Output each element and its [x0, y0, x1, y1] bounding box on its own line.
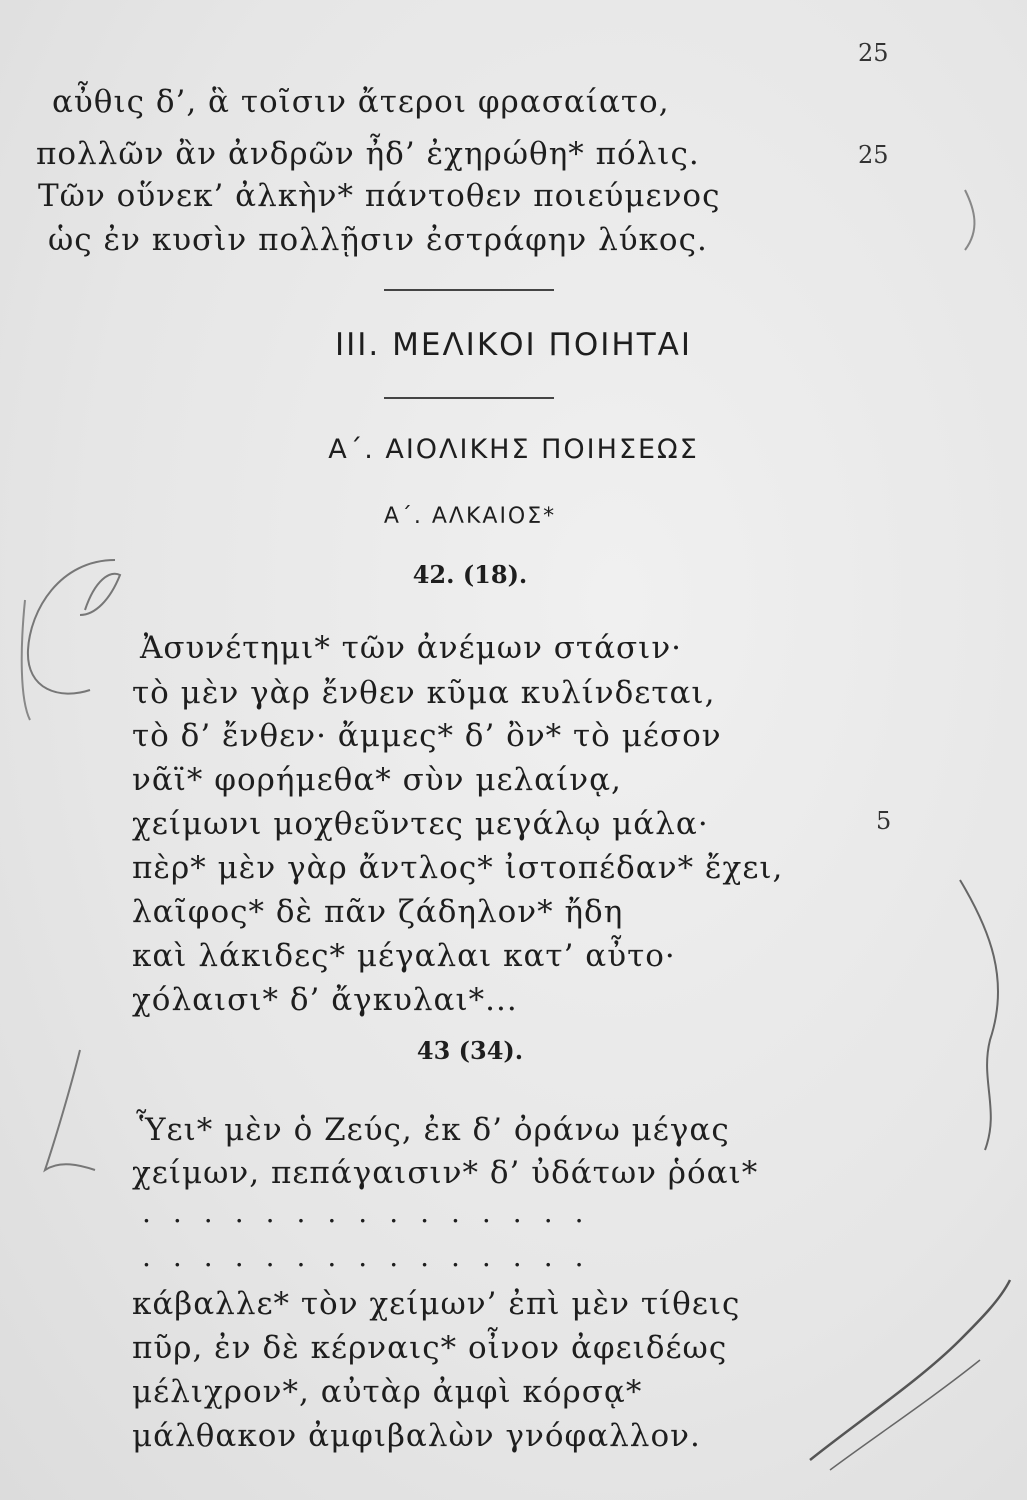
verse-line: ὡς ἐν κυσὶν πολλῇσιν ἐστράφην λύκος. [48, 222, 708, 258]
line-number: 25 [858, 141, 889, 169]
verse-line: πολλῶν ἂν ἀνδρῶν ἦδ’ ἐχηρώθη* πόλις. [36, 136, 700, 172]
author-title: Α΄. ΑΛΚΑΙΟΣ* [383, 504, 557, 529]
verse-line: λαῖφος* δὲ πᾶν ζάδηλον* ἤδη [132, 894, 624, 930]
pencil-bracket-mark [22, 600, 30, 720]
verse-line: χόλαισι* δ’ ἄγκυλαι*... [132, 982, 518, 1018]
line-number: 5 [876, 807, 892, 835]
poem-number: 43 (34). [416, 1036, 524, 1065]
verse-line: χείμωνι μοχθεῦντες μεγάλῳ μάλα· [132, 806, 709, 842]
divider [384, 397, 554, 399]
section-title: III. ΜΕΛΙΚΟΙ ΠΟΙΗΤΑΙ [335, 327, 692, 363]
pencil-diagonal-scribble [810, 1280, 1010, 1460]
verse-line: Ὗει* μὲν ὁ Ζεύς, ἐκ δ’ ὀράνω μέγας [136, 1112, 730, 1148]
pencil-stroke-mark [45, 1050, 95, 1170]
pencil-margin-scribble [965, 190, 974, 250]
verse-line: νᾶϊ* φορήμεθα* σὺν μελαίνᾳ, [132, 762, 622, 798]
verse-line: χείμων, πεπάγαισιν* δ’ ὐδάτων ῥόαι* [132, 1155, 759, 1191]
verse-line: καὶ λάκιδες* μέγαλαι κατ’ αὖτο· [132, 938, 676, 974]
verse-line: αὖθις δ’, ἃ τοῖσιν ἄτεροι φρασαίατο, [52, 84, 670, 120]
verse-line: κάβαλλε* τὸν χείμων’ ἐπὶ μὲν τίθεις [132, 1286, 741, 1322]
verse-line: πῦρ, ἐν δὲ κέρναις* οἶνον ἀφειδέως [132, 1330, 728, 1366]
verse-line: Τῶν οὕνεκ’ ἀλκὴν* πάντοθεν ποιεύμενος [38, 178, 721, 214]
ellipsis-row: ............... [142, 1240, 606, 1273]
verse-line: Ἀσυνέτημι* τῶν ἀνέμων στάσιν· [140, 630, 683, 666]
divider [384, 289, 554, 291]
pencil-margin-scribble [960, 880, 998, 1150]
verse-line: μέλιχρον*, αὐτὰρ ἀμφὶ κόρσᾳ* [132, 1374, 643, 1410]
page-number: 25 [858, 39, 889, 67]
subsection-title: Α΄. ΑΙΟΛΙΚΗΣ ΠΟΙΗΣΕΩΣ [328, 434, 699, 465]
pencil-diagonal-scribble [830, 1360, 980, 1470]
ellipsis-row: ............... [142, 1196, 606, 1229]
verse-line: μάλθακον ἀμφιβαλὼν γνόφαλλον. [132, 1418, 701, 1454]
poem-number: 42. (18). [412, 560, 528, 589]
verse-line: τὸ δ’ ἔνθεν· ἄμμες* δ’ ὂν* τὸ μέσον [132, 718, 722, 754]
verse-line: τὸ μὲν γὰρ ἔνθεν κῦμα κυλίνδεται, [132, 675, 716, 711]
verse-line: πὲρ* μὲν γὰρ ἄντλος* ἰστοπέδαν* ἔχει, [132, 850, 784, 886]
